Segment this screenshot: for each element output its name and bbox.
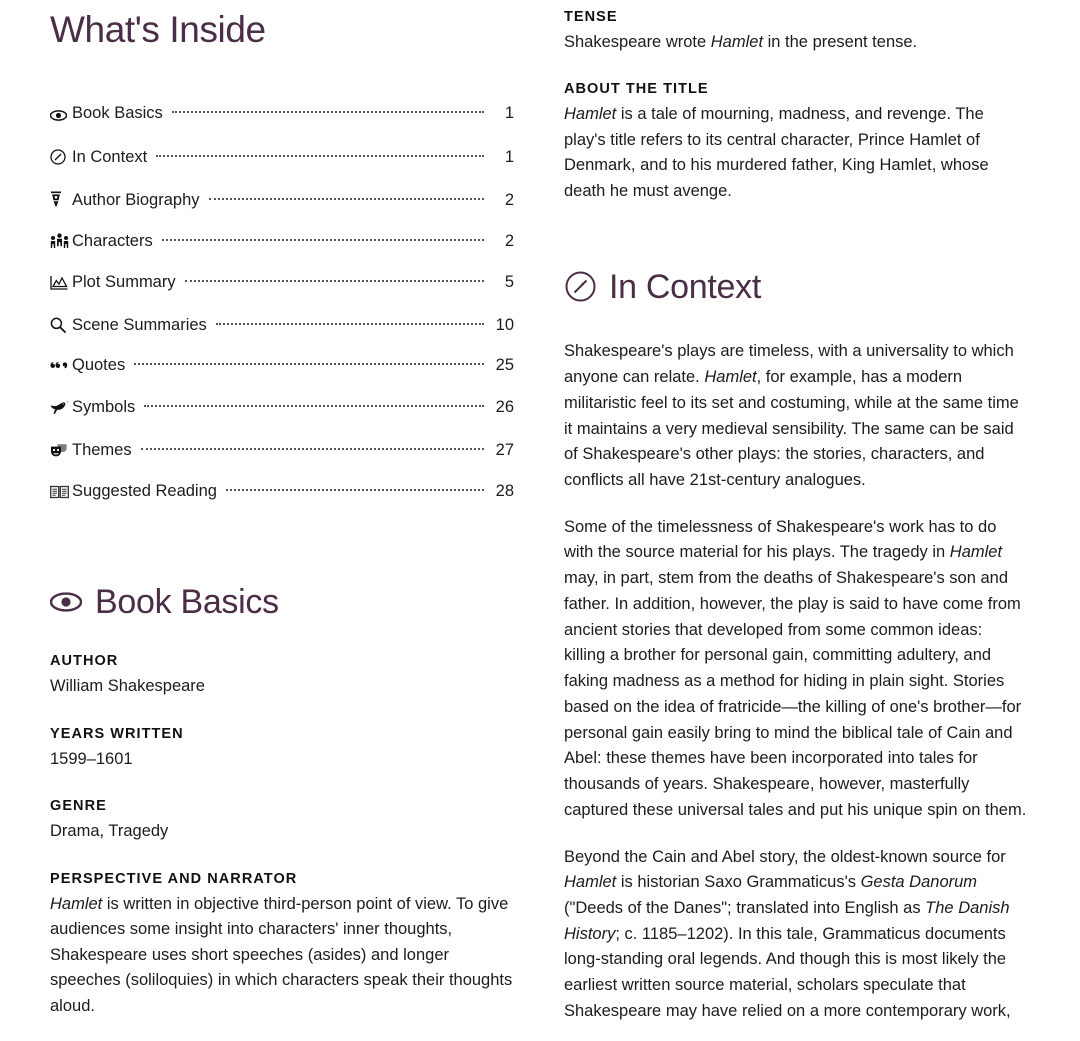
- section-heading-label: Book Basics: [95, 582, 279, 621]
- text-after: in the present tense.: [763, 32, 918, 51]
- toc-leader-dots: [162, 239, 484, 241]
- toc-entry-page: 1: [504, 147, 514, 166]
- italic-title: Gesta Danorum: [860, 873, 978, 892]
- toc-entry-page: 2: [504, 190, 514, 209]
- magnifying-glass-icon: [50, 317, 72, 333]
- text-run: Some of the timelessness of Shakespeare's work has to do with the source material for his plays. The tragedy in: [564, 517, 997, 562]
- toc-entry-page: 26: [495, 397, 514, 416]
- toc-entry-label: Plot Summary: [72, 272, 176, 291]
- section-heading-book-basics: [50, 582, 514, 623]
- toc-leader-dots: [134, 363, 484, 365]
- toc-entry-label: Author Biography: [72, 190, 200, 209]
- text-before: Shakespeare wrote: [564, 32, 711, 51]
- field-years-written: [50, 725, 514, 772]
- toc-entry-book-basics[interactable]: [50, 104, 514, 146]
- in-context-paragraph-3: [564, 845, 1028, 1025]
- open-book-icon: [50, 485, 72, 499]
- text-run: Beyond the Cain and Abel story, the oldest-known source for: [564, 847, 1006, 866]
- field-value: [50, 892, 514, 1020]
- text-run: ; c. 1185–1202). In this tale, Grammaticus documents long-standing oral legends. And though this is most likely the earliest written source material, scholars speculate that Shakespeare may have relied on a more contemporary work,: [564, 924, 1011, 1020]
- toc-entry-symbols[interactable]: [50, 398, 514, 440]
- compass-icon: [50, 149, 72, 165]
- field-value-rest: is written in objective third-person point of view. To give audiences some insight into characters' inner thoughts, Shakespeare uses short speeches (asides) and longer speeches (soliloquies) in which characters speak their thoughts aloud.: [50, 894, 513, 1015]
- toc-entry-label: Quotes: [72, 355, 126, 374]
- text-run: ("Deeds of the Danes"; translated into English as: [564, 898, 926, 917]
- toc-entry-page: 10: [495, 315, 514, 334]
- toc-entry-scene-summaries[interactable]: [50, 314, 514, 356]
- field-genre: [50, 797, 514, 844]
- field-label: GENRE: [50, 798, 107, 815]
- italic-title: Hamlet: [710, 32, 764, 51]
- field-author: [50, 652, 514, 699]
- toc-entry-suggested-reading[interactable]: [50, 482, 514, 524]
- toc-entry-page: 2: [504, 231, 514, 250]
- field-label: ABOUT THE TITLE: [564, 81, 709, 98]
- text-run: may, in part, stem from the deaths of Shakespeare's son and father. In addition, however, the play is said to have come from ancient stories that developed from some common ideas: killing a brother for personal gain, committing adultery, and faking madness as a method for hiding in plain sight. Stories based on the idea of fratricide—the killing of one's brother—for personal gain easily bring to mind the biblical tale of Cain and Abel: these themes have been incorporated into tales for thousands of years. Shakespeare, however, masterfully captured these universal tales and put his unique spin on them.: [564, 569, 1027, 819]
- chart-mountain-icon: [50, 275, 72, 290]
- in-context-paragraph-1: [564, 339, 1028, 493]
- italic-title: Hamlet: [564, 105, 617, 124]
- compass-icon: [564, 271, 596, 303]
- field-perspective-and-narrator: [50, 870, 514, 1020]
- field-label: AUTHOR: [50, 653, 119, 670]
- toc-leader-dots: [172, 111, 484, 113]
- toc-entry-label: In Context: [72, 147, 148, 166]
- toc-leader-dots: [216, 323, 484, 325]
- toc-entry-characters[interactable]: [50, 230, 514, 272]
- page-title: What's Inside: [50, 9, 266, 50]
- field-value: Drama, Tragedy: [50, 822, 169, 841]
- italic-title: Hamlet: [50, 894, 103, 913]
- toc-entry-plot-summary[interactable]: [50, 272, 514, 314]
- text-run: Shakespeare's plays are timeless, with a universality to which anyone can relate.: [564, 342, 1014, 387]
- toc-entry-page: 1: [504, 103, 514, 122]
- right-column: [558, 0, 1080, 1041]
- eye-icon: [50, 586, 82, 618]
- field-label: TENSE: [564, 9, 618, 25]
- toc-entry-label: Book Basics: [72, 103, 163, 122]
- field-tense: [564, 0, 1028, 55]
- toc-entry-label: Scene Summaries: [72, 315, 207, 334]
- toc-entry-themes[interactable]: [50, 440, 514, 482]
- italic-title: Hamlet: [704, 368, 757, 387]
- table-of-contents: [50, 104, 514, 524]
- pen-nib-icon: [50, 191, 72, 208]
- in-context-paragraph-2: [564, 515, 1028, 824]
- field-about-the-title: [564, 80, 1028, 204]
- field-value: [564, 102, 1028, 204]
- field-value: 1599–1601: [50, 749, 133, 768]
- field-label: PERSPECTIVE AND NARRATOR: [50, 870, 298, 887]
- toc-leader-dots: [185, 280, 484, 282]
- toc-entry-label: Suggested Reading: [72, 481, 217, 500]
- italic-title: Hamlet: [949, 543, 1003, 562]
- quotation-marks-icon: [50, 361, 72, 373]
- toc-entry-page: 27: [495, 440, 514, 459]
- toc-entry-label: Symbols: [72, 397, 136, 416]
- text-run: , for example, has a modern militaristic feel to its set and costuming, while at the same time it maintains a very medieval sensibility. The same can be said of Shakespeare's other plays: the stories, characters, and conflicts all have 21st-century analogues.: [564, 368, 1019, 489]
- field-label: YEARS WRITTEN: [50, 725, 184, 742]
- field-value: William Shakespeare: [50, 677, 205, 696]
- theater-masks-icon: [50, 443, 72, 458]
- field-value: [564, 30, 1028, 56]
- toc-entry-page: 28: [495, 481, 514, 500]
- toc-entry-page: 5: [504, 272, 514, 291]
- people-icon: [50, 233, 72, 249]
- italic-title: The Danish History: [564, 898, 1010, 943]
- toc-leader-dots: [226, 489, 484, 491]
- text-run: is historian Saxo Grammaticus's: [616, 873, 861, 892]
- section-heading-in-context: [564, 267, 1028, 308]
- toc-leader-dots: [144, 405, 484, 407]
- toc-entry-label: Characters: [72, 231, 153, 250]
- toc-entry-label: Themes: [72, 440, 132, 459]
- toc-leader-dots: [209, 198, 485, 200]
- toc-entry-in-context[interactable]: [50, 146, 514, 188]
- bird-icon: [50, 401, 72, 415]
- toc-entry-author-biography[interactable]: [50, 188, 514, 230]
- toc-leader-dots: [156, 155, 484, 157]
- eye-icon: [50, 110, 72, 121]
- toc-entry-quotes[interactable]: [50, 356, 514, 398]
- section-heading-label: In Context: [609, 267, 761, 306]
- italic-title: Hamlet: [564, 873, 617, 892]
- text-rest: is a tale of mourning, madness, and revenge. The play's title refers to its central character, Prince Hamlet of Denmark, and to his murdered father, King Hamlet, whose death he must avenge.: [564, 105, 989, 200]
- toc-leader-dots: [141, 448, 484, 450]
- toc-entry-page: 25: [495, 355, 514, 374]
